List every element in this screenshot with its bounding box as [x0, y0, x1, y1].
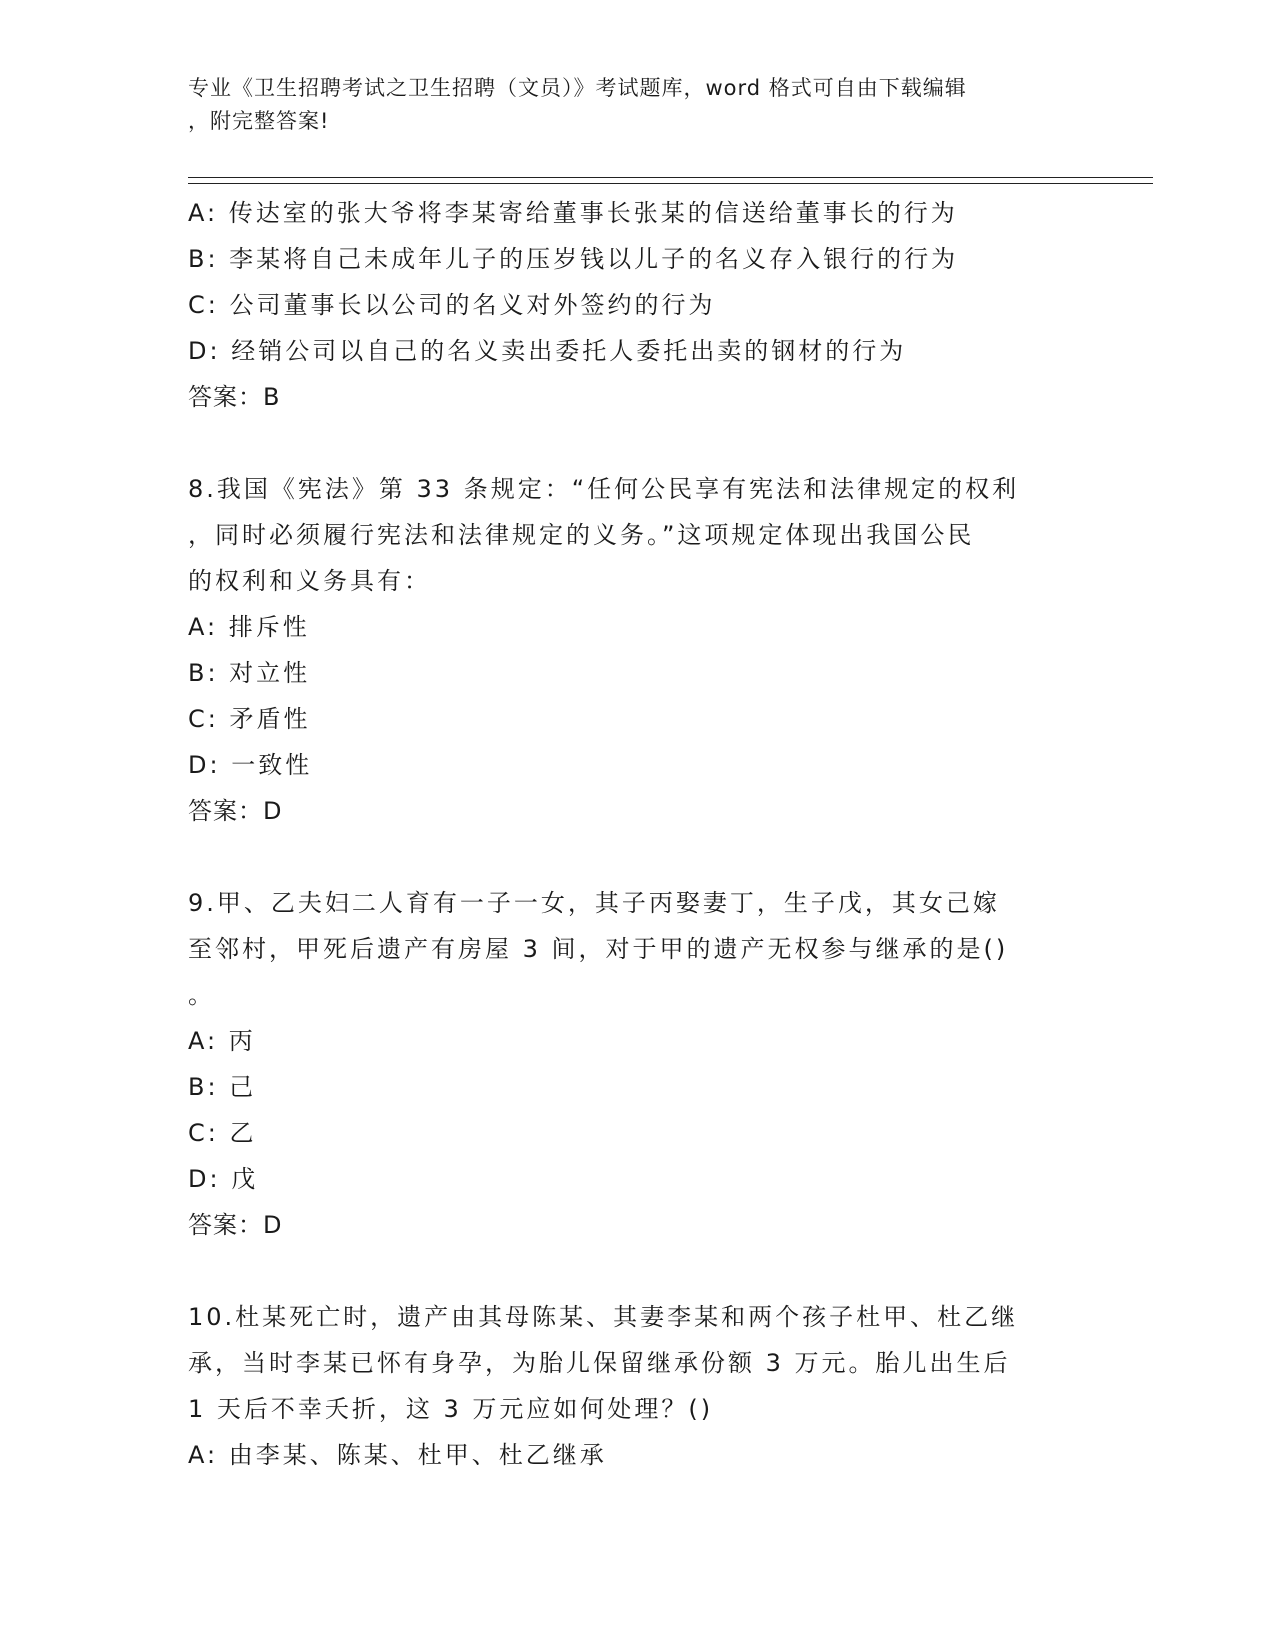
question-text-line: 承，当时李某已怀有身孕，为胎儿保留继承份额 3 万元。胎儿出生后 [188, 1349, 1011, 1377]
option-b: B: 己 [188, 1073, 257, 1101]
question-text-line: 。 [188, 981, 215, 1009]
document-header [188, 72, 1068, 138]
option-c: C: 公司董事长以公司的名义对外签约的行为 [188, 291, 716, 319]
question-list [188, 190, 1088, 1478]
question-text-line: 的权利和义务具有： [188, 567, 431, 595]
question-text-line: 1 天后不幸夭折，这 3 万元应如何处理？() [188, 1395, 714, 1423]
option-d: D: 经销公司以自己的名义卖出委托人委托出卖的钢材的行为 [188, 337, 907, 365]
question-text-line: 8.我国《宪法》第 33 条规定：“任何公民享有宪法和法律规定的权利 [188, 475, 1020, 503]
header-divider-top [188, 177, 1153, 178]
option-a: A: 排斥性 [188, 613, 310, 641]
answer: 答案：D [188, 797, 283, 825]
option-c: C: 矛盾性 [188, 705, 311, 733]
header-divider-bottom [188, 183, 1153, 184]
question-text-line: 至邻村，甲死后遗产有房屋 3 间，对于甲的遗产无权参与继承的是() [188, 935, 1009, 963]
question-text-line: ，同时必须履行宪法和法律规定的义务。”这项规定体现出我国公民 [188, 521, 975, 549]
question-7 [188, 190, 1088, 420]
option-d: D: 戊 [188, 1165, 259, 1193]
spacer [188, 420, 1088, 466]
answer: 答案：D [188, 1211, 283, 1239]
option-a: A: 丙 [188, 1027, 256, 1055]
option-b: B: 李某将自己未成年儿子的压岁钱以儿子的名义存入银行的行为 [188, 245, 959, 273]
question-text-line: 10.杜某死亡时，遗产由其母陈某、其妻李某和两个孩子杜甲、杜乙继 [188, 1303, 1019, 1331]
option-d: D: 一致性 [188, 751, 313, 779]
question-9 [188, 880, 1088, 1248]
header-line-2: ，附完整答案! [188, 109, 330, 133]
question-8 [188, 466, 1088, 834]
header-line-1: 专业《卫生招聘考试之卫生招聘（文员）》考试题库，word 格式可自由下载编辑 [188, 76, 967, 100]
spacer [188, 834, 1088, 880]
option-b: B: 对立性 [188, 659, 311, 687]
option-a: A: 传达室的张大爷将李某寄给董事长张某的信送给董事长的行为 [188, 199, 958, 227]
option-c: C: 乙 [188, 1119, 257, 1147]
question-10 [188, 1294, 1088, 1478]
question-text-line: 9.甲、乙夫妇二人育有一子一女，其子丙娶妻丁，生子戊，其女己嫁 [188, 889, 1000, 917]
answer: 答案：B [188, 383, 281, 411]
option-a: A: 由李某、陈某、杜甲、杜乙继承 [188, 1441, 607, 1469]
spacer [188, 1248, 1088, 1294]
